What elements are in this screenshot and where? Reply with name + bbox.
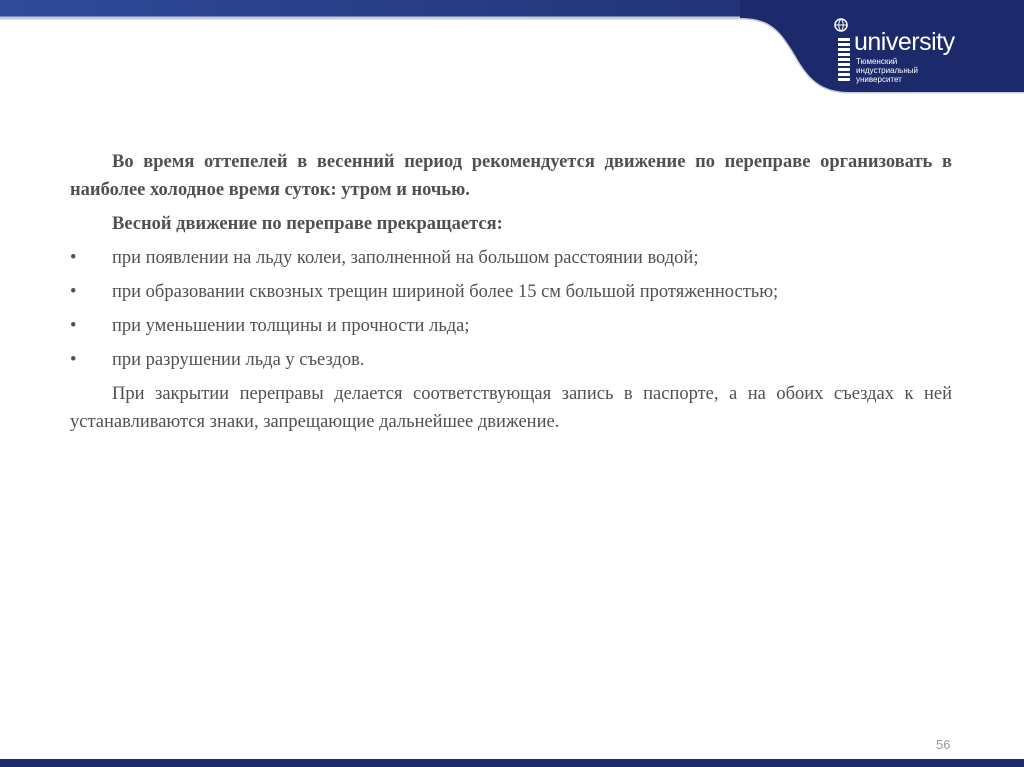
logo-subtitle-line: индустриальный: [856, 66, 918, 75]
list-item: [70, 244, 952, 272]
logo-wordmark: university: [854, 28, 955, 56]
globe-icon: [834, 18, 848, 32]
intro-paragraph: Во время оттепелей в весенний период рекомендуется движение по переправе организовать в наиболее холодное время суток: утром и ночью.: [70, 152, 952, 200]
slide-body: [70, 148, 952, 442]
bullet-icon: •: [70, 248, 77, 268]
list-item-text: при разрушении льда у съездов.: [112, 350, 365, 370]
bullet-icon: •: [70, 350, 77, 370]
list-item-text: при появлении на льду колеи, заполненной на большом расстоянии водой;: [112, 248, 699, 268]
university-logo: [832, 16, 982, 86]
page-number: 56: [936, 737, 951, 752]
list-item-text: при уменьшении толщины и прочности льда;: [112, 316, 470, 336]
bullet-icon: •: [70, 282, 77, 302]
footer-stripe: [0, 759, 1024, 767]
logo-subtitle-line: университет: [856, 75, 902, 84]
logo-subtitle: [856, 57, 918, 84]
logo-bars-icon: [838, 38, 850, 84]
list-item: [70, 278, 952, 306]
section-heading: Весной движение по переправе прекращается:: [112, 214, 503, 234]
list-item: [70, 346, 952, 374]
logo-subtitle-line: Тюменский: [856, 57, 898, 66]
list-item: [70, 312, 952, 340]
closing-paragraph: При закрытии переправы делается соответствующая запись в паспорте, а на обоих съездах к ней устанавливаются знаки, запрещающие дальнейшее движение.: [70, 384, 952, 432]
list-item-text: при образовании сквозных трещин шириной более 15 см большой протяженностью;: [112, 282, 779, 302]
bullet-icon: •: [70, 316, 77, 336]
